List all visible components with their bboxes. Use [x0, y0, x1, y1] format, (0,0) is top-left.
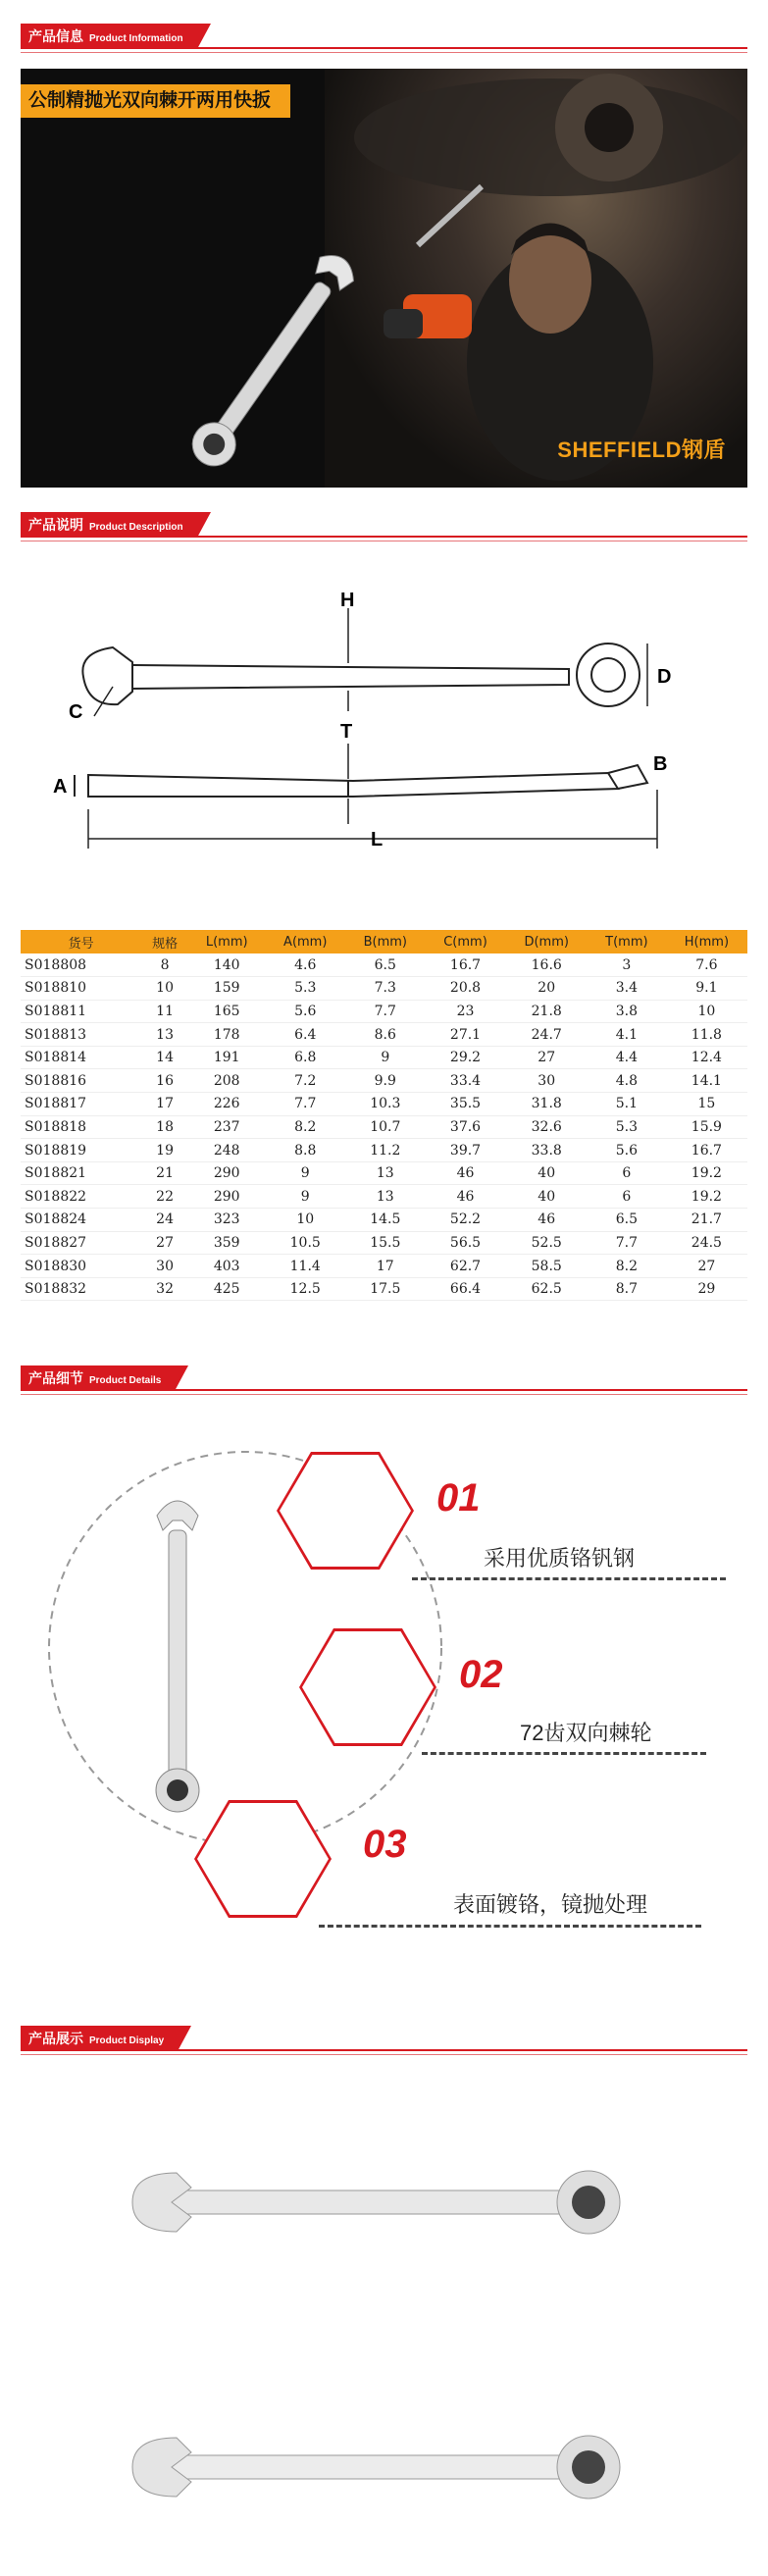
table-cell: 403	[188, 1255, 265, 1278]
table-cell: 9	[265, 1185, 345, 1209]
table-header-cell: C(mm)	[426, 930, 506, 953]
table-cell: S018813	[21, 1023, 141, 1047]
table-cell: 4.4	[588, 1046, 666, 1069]
table-cell: S018822	[21, 1185, 141, 1209]
wrench-display-1	[118, 2148, 647, 2256]
table-cell: 165	[188, 1000, 265, 1023]
table-cell: 20	[505, 977, 588, 1001]
table-cell: 33.4	[426, 1069, 506, 1093]
table-cell: 7.7	[588, 1231, 666, 1255]
table-cell: 3.4	[588, 977, 666, 1001]
table-cell: 10.3	[345, 1093, 426, 1116]
table-cell: S018817	[21, 1093, 141, 1116]
table-cell: 30	[141, 1255, 188, 1278]
section-header-details	[21, 1365, 747, 1391]
table-cell: 10	[666, 1000, 747, 1023]
table-cell: 6.5	[588, 1209, 666, 1232]
table-header-cell: B(mm)	[345, 930, 426, 953]
table-cell: 30	[505, 1069, 588, 1093]
table-cell: 18	[141, 1115, 188, 1139]
section-tag: 产品说明 Product Description	[21, 512, 197, 538]
table-cell: S018814	[21, 1046, 141, 1069]
table-cell: 7.2	[265, 1069, 345, 1093]
table-cell: 52.5	[505, 1231, 588, 1255]
table-cell: 6.8	[265, 1046, 345, 1069]
table-header-cell: H(mm)	[666, 930, 747, 953]
table-cell: 9.9	[345, 1069, 426, 1093]
table-cell: 24.7	[505, 1023, 588, 1047]
section-header-info	[21, 24, 747, 49]
label-b: B	[653, 753, 668, 775]
table-cell: S018830	[21, 1255, 141, 1278]
table-cell: 10	[265, 1209, 345, 1232]
table-cell: 40	[505, 1161, 588, 1185]
table-cell: 39.7	[426, 1139, 506, 1162]
table-cell: S018808	[21, 953, 141, 977]
table-cell: 4.1	[588, 1023, 666, 1047]
table-cell: 11.4	[265, 1255, 345, 1278]
table-cell: 159	[188, 977, 265, 1001]
table-row	[21, 1000, 747, 1023]
table-row	[21, 977, 747, 1001]
detail-text-3: 表面镀铬，镜抛处理	[453, 1892, 648, 1917]
table-cell: 208	[188, 1069, 265, 1093]
table-row	[21, 1277, 747, 1301]
table-cell: S018819	[21, 1139, 141, 1162]
detail-text-2: 72齿双向棘轮	[520, 1721, 652, 1745]
table-cell: 13	[345, 1161, 426, 1185]
table-cell: 27	[505, 1046, 588, 1069]
table-row	[21, 953, 747, 977]
table-cell: 62.7	[426, 1255, 506, 1278]
table-cell: 237	[188, 1115, 265, 1139]
label-a: A	[53, 776, 68, 798]
table-cell: 226	[188, 1093, 265, 1116]
table-cell: 27	[141, 1231, 188, 1255]
table-cell: 62.5	[505, 1277, 588, 1301]
table-cell: S018816	[21, 1069, 141, 1093]
table-cell: 16.7	[666, 1139, 747, 1162]
table-cell: 24	[141, 1209, 188, 1232]
table-cell: 7.3	[345, 977, 426, 1001]
table-cell: 13	[141, 1023, 188, 1047]
table-row	[21, 1209, 747, 1232]
table-cell: 5.3	[265, 977, 345, 1001]
table-cell: 8.2	[588, 1255, 666, 1278]
table-cell: S018818	[21, 1115, 141, 1139]
table-cell: 37.6	[426, 1115, 506, 1139]
mechanic-photo	[325, 69, 747, 488]
table-cell: 15	[666, 1093, 747, 1116]
table-row	[21, 1023, 747, 1047]
table-cell: 14.5	[345, 1209, 426, 1232]
table-cell: 8.6	[345, 1023, 426, 1047]
table-cell: 31.8	[505, 1093, 588, 1116]
table-cell: 17.5	[345, 1277, 426, 1301]
table-cell: 323	[188, 1209, 265, 1232]
table-body	[21, 953, 747, 1301]
table-cell: 248	[188, 1139, 265, 1162]
table-cell: 16.6	[505, 953, 588, 977]
table-cell: 21.7	[666, 1209, 747, 1232]
table-cell: 46	[426, 1185, 506, 1209]
table-cell: 10.7	[345, 1115, 426, 1139]
table-row	[21, 1069, 747, 1093]
table-cell: 33.8	[505, 1139, 588, 1162]
table-row	[21, 1185, 747, 1209]
table-cell: 21	[141, 1161, 188, 1185]
label-c: C	[69, 701, 83, 723]
table-cell: 11	[141, 1000, 188, 1023]
table-header-cell: D(mm)	[505, 930, 588, 953]
table-cell: 14.1	[666, 1069, 747, 1093]
section-header-desc	[21, 512, 747, 538]
table-cell: 11.2	[345, 1139, 426, 1162]
table-cell: 17	[345, 1255, 426, 1278]
table-cell: 24.5	[666, 1231, 747, 1255]
table-cell: 22	[141, 1185, 188, 1209]
hero-title: 公制精抛光双向棘开两用快扳	[21, 84, 290, 118]
table-cell: 66.4	[426, 1277, 506, 1301]
table-cell: 46	[426, 1161, 506, 1185]
table-cell: 17	[141, 1093, 188, 1116]
table-cell: 27	[666, 1255, 747, 1278]
wrench-detail-image	[147, 1491, 206, 1825]
table-cell: 21.8	[505, 1000, 588, 1023]
table-cell: 359	[188, 1231, 265, 1255]
table-cell: 11.8	[666, 1023, 747, 1047]
table-cell: 19.2	[666, 1185, 747, 1209]
table-cell: 35.5	[426, 1093, 506, 1116]
detail-num-3: 03	[363, 1823, 407, 1866]
table-cell: 9.1	[666, 977, 747, 1001]
table-cell: 6	[588, 1185, 666, 1209]
table-cell: 3.8	[588, 1000, 666, 1023]
table-header-cell: L(mm)	[188, 930, 265, 953]
table-cell: 19	[141, 1139, 188, 1162]
table-cell: 191	[188, 1046, 265, 1069]
table-row	[21, 1139, 747, 1162]
section-tag: 产品信息 Product Information	[21, 24, 197, 49]
table-cell: 5.6	[588, 1139, 666, 1162]
table-header-cell: A(mm)	[265, 930, 345, 953]
table-cell: 32.6	[505, 1115, 588, 1139]
table-cell: 3	[588, 953, 666, 977]
table-cell: 10	[141, 977, 188, 1001]
detail-num-1: 01	[436, 1476, 481, 1520]
brand-logo: SHEFFIELD钢盾	[557, 438, 726, 462]
table-cell: S018810	[21, 977, 141, 1001]
table-cell: 58.5	[505, 1255, 588, 1278]
label-d: D	[657, 666, 672, 688]
table-cell: S018824	[21, 1209, 141, 1232]
table-cell: 27.1	[426, 1023, 506, 1047]
table-cell: 12.5	[265, 1277, 345, 1301]
table-cell: 23	[426, 1000, 506, 1023]
table-cell: 9	[265, 1161, 345, 1185]
table-cell: 9	[345, 1046, 426, 1069]
table-cell: 6.5	[345, 953, 426, 977]
table-cell: 425	[188, 1277, 265, 1301]
table-cell: 7.7	[265, 1093, 345, 1116]
table-header-cell: 规格	[141, 930, 188, 953]
table-cell: 290	[188, 1161, 265, 1185]
table-cell: 19.2	[666, 1161, 747, 1185]
table-cell: 29	[666, 1277, 747, 1301]
display-panel	[0, 2060, 768, 2576]
table-cell: 46	[505, 1209, 588, 1232]
table-cell: 8.7	[588, 1277, 666, 1301]
details-panel	[0, 1432, 768, 1982]
spec-table	[21, 930, 747, 1301]
table-header-cell: T(mm)	[588, 930, 666, 953]
table-cell: 4.8	[588, 1069, 666, 1093]
table-cell: 140	[188, 953, 265, 977]
table-header-row	[21, 930, 747, 953]
table-cell: 4.6	[265, 953, 345, 977]
table-cell: 20.8	[426, 977, 506, 1001]
table-cell: 5.1	[588, 1093, 666, 1116]
section-tag: 产品细节 Product Details	[21, 1365, 175, 1391]
table-cell: 5.3	[588, 1115, 666, 1139]
table-cell: 290	[188, 1185, 265, 1209]
section-header-display	[21, 2026, 747, 2051]
table-cell: 8.8	[265, 1139, 345, 1162]
table-cell: 56.5	[426, 1231, 506, 1255]
wrench-image	[187, 231, 364, 486]
label-l: L	[371, 829, 384, 850]
table-cell: 178	[188, 1023, 265, 1047]
detail-num-2: 02	[459, 1653, 503, 1696]
wrench-display-2	[118, 2413, 647, 2521]
table-cell: 6.4	[265, 1023, 345, 1047]
table-row	[21, 1231, 747, 1255]
table-cell: 8	[141, 953, 188, 977]
table-cell: 8.2	[265, 1115, 345, 1139]
table-row	[21, 1093, 747, 1116]
hero-banner	[21, 69, 747, 488]
table-row	[21, 1255, 747, 1278]
table-cell: 12.4	[666, 1046, 747, 1069]
table-cell: S018811	[21, 1000, 141, 1023]
table-cell: S018832	[21, 1277, 141, 1301]
table-cell: 13	[345, 1185, 426, 1209]
detail-text-1: 采用优质铬钒钢	[484, 1546, 636, 1571]
table-cell: 15.9	[666, 1115, 747, 1139]
table-cell: 40	[505, 1185, 588, 1209]
table-cell: 16	[141, 1069, 188, 1093]
table-row	[21, 1046, 747, 1069]
table-row	[21, 1161, 747, 1185]
label-t: T	[340, 721, 353, 743]
dimension-diagram	[53, 589, 687, 863]
table-cell: 7.7	[345, 1000, 426, 1023]
table-cell: S018827	[21, 1231, 141, 1255]
table-cell: 29.2	[426, 1046, 506, 1069]
table-row	[21, 1115, 747, 1139]
table-cell: 32	[141, 1277, 188, 1301]
table-cell: S018821	[21, 1161, 141, 1185]
table-header-cell: 货号	[21, 930, 141, 953]
table-cell: 14	[141, 1046, 188, 1069]
table-cell: 15.5	[345, 1231, 426, 1255]
table-cell: 6	[588, 1161, 666, 1185]
label-h: H	[340, 590, 355, 611]
table-cell: 10.5	[265, 1231, 345, 1255]
table-cell: 52.2	[426, 1209, 506, 1232]
table-cell: 7.6	[666, 953, 747, 977]
table-cell: 16.7	[426, 953, 506, 977]
section-tag: 产品展示 Product Display	[21, 2026, 178, 2051]
table-cell: 5.6	[265, 1000, 345, 1023]
